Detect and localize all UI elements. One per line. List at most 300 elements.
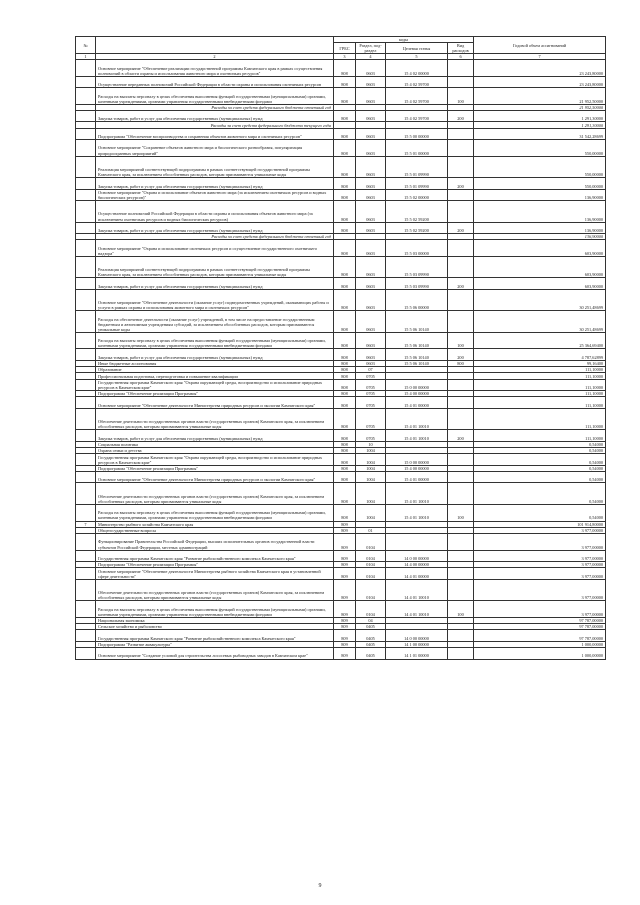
table-row [76, 568, 606, 579]
row-name: Закупка товаров, работ и услуг для обеспечения государственных (муниципальных) нужд [96, 111, 334, 122]
row-razdel: 0603 [356, 140, 386, 157]
row-grbs: 809 [334, 617, 356, 623]
row-number [76, 76, 96, 87]
table-row [76, 454, 606, 465]
row-vid [448, 156, 474, 178]
row-name: Закупка товаров, работ и услуг для обеспечения государственных (муниципальных) нужд [96, 222, 334, 233]
row-razdel: 0603 [356, 111, 386, 122]
row-sum: 3 977,00000 [474, 601, 606, 618]
row-celevaya: 15 5 06 10140 [386, 332, 448, 349]
row-name: Подпрограмма "Обеспечение реализации Программы" [96, 465, 334, 471]
row-name: Основное мероприятие "Обеспечение деятельности Министерства рыбного хозяйства Камчатского края в установленной сфере деятельности" [96, 568, 334, 579]
row-name: Обеспечение деятельности государственных органов власти (государственных органов) Камчатского края, за исключением обособленных расходов, которым присваиваются уникальные коды [96, 408, 334, 430]
row-vid [448, 189, 474, 200]
row-vid [448, 483, 474, 505]
row-vid: 200 [448, 178, 474, 189]
row-number [76, 178, 96, 189]
row-razdel: 0603 [356, 349, 386, 360]
row-name: Закупка товаров, работ и услуг для обеспечения государственных (муниципальных) нужд [96, 430, 334, 441]
row-vid: 200 [448, 349, 474, 360]
row-number [76, 201, 96, 223]
row-razdel: 0603 [356, 360, 386, 366]
row-vid [448, 256, 474, 278]
row-razdel: 1004 [356, 472, 386, 483]
row-number [76, 579, 96, 601]
row-name: Обеспечение деятельности государственных органов власти (государственных органов) Камчатского края, за исключением обособленных расходов, которым присваиваются уникальные коды [96, 579, 334, 601]
row-number [76, 140, 96, 157]
row-sum: 1 000,00000 [474, 641, 606, 647]
row-celevaya: 15 4 01 10010 [386, 505, 448, 522]
document-page [75, 36, 605, 660]
row-sum: 550,00000 [474, 140, 606, 157]
row-grbs: 809 [334, 550, 356, 561]
row-razdel: 0104 [356, 568, 386, 579]
row-grbs: 809 [334, 601, 356, 618]
row-celevaya: 15 5 01 09990 [386, 156, 448, 178]
table-row [76, 349, 606, 360]
row-razdel: 0603 [356, 189, 386, 200]
column-number: 2 [96, 54, 334, 60]
row-celevaya: 15 4 00 00000 [386, 465, 448, 471]
row-number [76, 550, 96, 561]
row-sum: 3 977,00000 [474, 550, 606, 561]
row-number [76, 156, 96, 178]
row-sum: 101 914,80000 [474, 521, 606, 527]
row-grbs: 809 [334, 624, 356, 630]
row-grbs: 808 [334, 379, 356, 390]
row-razdel: 0603 [356, 311, 386, 333]
row-vid: 200 [448, 222, 474, 233]
row-razdel: 1004 [356, 483, 386, 505]
row-sum: 30 251,48699 [474, 289, 606, 311]
row-name: Государственная программа Камчатского края "Охрана окружающей среды, воспроизводство и использование природных ресурсов в Камчатском крае" [96, 454, 334, 465]
row-vid [448, 311, 474, 333]
row-grbs: 808 [334, 448, 356, 454]
row-celevaya: 15 4 01 10010 [386, 430, 448, 441]
table-row [76, 472, 606, 483]
row-vid [448, 128, 474, 139]
row-number [76, 379, 96, 390]
row-grbs: 808 [334, 156, 356, 178]
row-number [76, 534, 96, 551]
table-row [76, 332, 606, 349]
row-grbs: 808 [334, 201, 356, 223]
row-grbs: 808 [334, 76, 356, 87]
row-name: Иные бюджетные ассигнования [96, 360, 334, 366]
header-no: № [76, 37, 96, 54]
row-celevaya: 14 1 01 00000 [386, 648, 448, 659]
row-number [76, 289, 96, 311]
row-sum: 0,54000 [474, 448, 606, 454]
row-sum: 136,90000 [474, 222, 606, 233]
table-row [76, 550, 606, 561]
row-sum: 603,90000 [474, 278, 606, 289]
table-row [76, 311, 606, 333]
row-name: Расходы за счет средств федерального бюджета отчетный год [96, 234, 334, 240]
row-sum: 111,10000 [474, 379, 606, 390]
row-razdel: 0603 [356, 278, 386, 289]
row-razdel: 0603 [356, 289, 386, 311]
row-sum: 603,90000 [474, 256, 606, 278]
table-row [76, 128, 606, 139]
row-grbs: 809 [334, 521, 356, 527]
row-razdel: 0405 [356, 630, 386, 641]
row-name: Образование [96, 367, 334, 373]
row-number [76, 311, 96, 333]
row-razdel: 0603 [356, 256, 386, 278]
row-vid [448, 201, 474, 223]
row-celevaya: 15 5 02 59200 [386, 201, 448, 223]
row-grbs: 808 [334, 311, 356, 333]
table-row [76, 505, 606, 522]
row-number [76, 88, 96, 105]
table-row [76, 278, 606, 289]
row-grbs: 808 [334, 128, 356, 139]
row-razdel: 07 [356, 367, 386, 373]
row-grbs: 808 [334, 88, 356, 105]
row-grbs: 808 [334, 60, 356, 77]
row-name: Расходы на обеспечение деятельности (оказание услуг) учреждений, в том числе на предоставление государственным бюджетным и автономным учреждениям субсидий, за исключением обособленных расходов, которым присваиваются уникальные коды [96, 311, 334, 333]
row-sum: 603,90000 [474, 240, 606, 257]
row-name: Расходы на выплаты персоналу в целях обеспечения выполнения функций государственными (муниципальными) органами, казенными учреждениями, органами управления государственными внебюджетными фондами [96, 332, 334, 349]
row-number [76, 630, 96, 641]
row-razdel: 1004 [356, 454, 386, 465]
row-razdel: 0705 [356, 379, 386, 390]
row-grbs: 808 [334, 278, 356, 289]
row-sum: 99,16400 [474, 360, 606, 366]
row-number: 7 [76, 521, 96, 527]
row-razdel: 10 [356, 441, 386, 447]
row-name: Закупка товаров, работ и услуг для обеспечения государственных (муниципальных) нужд [96, 349, 334, 360]
row-grbs: 808 [334, 397, 356, 408]
row-celevaya: 15 4 02 59700 [386, 88, 448, 105]
row-celevaya: 15 5 06 10140 [386, 311, 448, 333]
row-name: Реализация мероприятий соответствующей подпрограммы в рамках соответствующей государственной программы Камчатского края, за исключением обособленных расходов, которым присваиваются уникальные коды [96, 156, 334, 178]
row-vid: 100 [448, 332, 474, 349]
row-sum: 1 291,30000 [474, 111, 606, 122]
row-vid [448, 408, 474, 430]
row-vid [448, 630, 474, 641]
row-razdel: 0705 [356, 373, 386, 379]
row-razdel: 0405 [356, 641, 386, 647]
row-celevaya: 15 5 03 09990 [386, 278, 448, 289]
row-vid: 200 [448, 111, 474, 122]
row-razdel: 0603 [356, 88, 386, 105]
row-grbs: 808 [334, 367, 356, 373]
row-sum: 0,54000 [474, 465, 606, 471]
row-number [76, 240, 96, 257]
row-vid: 800 [448, 360, 474, 366]
row-name: Основное мероприятие "Обеспечение деятельности (оказание услуг) подведомственных учреждений, оказывающих работы и услуги в рамках охраны и использования животного мира и охотничьих ресурсов" [96, 289, 334, 311]
table-row [76, 111, 606, 122]
row-grbs: 808 [334, 349, 356, 360]
row-grbs: 808 [334, 373, 356, 379]
row-sum: 3 977,00000 [474, 579, 606, 601]
row-vid [448, 60, 474, 77]
table-row [76, 630, 606, 641]
row-vid [448, 568, 474, 579]
row-name: Расходы на выплаты персоналу в целях обеспечения выполнения функций государственными (муниципальными) органами, казенными учреждениями, органами управления государственными внебюджетными фондами [96, 505, 334, 522]
row-vid: 200 [448, 278, 474, 289]
row-vid [448, 648, 474, 659]
table-row [76, 256, 606, 278]
row-celevaya: 15 5 02 00000 [386, 189, 448, 200]
row-grbs: 808 [334, 483, 356, 505]
row-grbs: 808 [334, 408, 356, 430]
row-grbs: 808 [334, 430, 356, 441]
row-name: Закупка товаров, работ и услуг для обеспечения государственных (муниципальных) нужд [96, 278, 334, 289]
row-number [76, 505, 96, 522]
row-sum: 111,10000 [474, 373, 606, 379]
row-celevaya: 15 4 01 00000 [386, 472, 448, 483]
row-vid [448, 534, 474, 551]
row-razdel: 0104 [356, 601, 386, 618]
table-row [76, 601, 606, 618]
row-celevaya: 15 5 02 59200 [386, 222, 448, 233]
row-grbs: 808 [334, 240, 356, 257]
row-grbs: 808 [334, 454, 356, 465]
row-name: Государственная программа Камчатского края "Развитие рыбохозяйственного комплекса Камчатского края" [96, 550, 334, 561]
row-sum: 4 787,62899 [474, 349, 606, 360]
row-celevaya: 15 5 06 10140 [386, 360, 448, 366]
row-name: Министерство рыбного хозяйства Камчатского края [96, 521, 334, 527]
table-row [76, 140, 606, 157]
row-sum: 111,10000 [474, 391, 606, 397]
row-razdel: 0705 [356, 408, 386, 430]
row-vid [448, 550, 474, 561]
row-grbs: 809 [334, 527, 356, 533]
row-sum: 31 542,28699 [474, 128, 606, 139]
row-razdel: 0603 [356, 201, 386, 223]
row-celevaya: 15 5 06 00000 [386, 289, 448, 311]
row-grbs: 808 [334, 472, 356, 483]
row-celevaya: 15 0 00 00000 [386, 379, 448, 390]
table-row [76, 379, 606, 390]
row-number [76, 483, 96, 505]
table-row [76, 240, 606, 257]
header-name [96, 37, 334, 54]
row-sum: 136,90000 [474, 189, 606, 200]
row-vid [448, 397, 474, 408]
table-row [76, 189, 606, 200]
row-razdel: 0104 [356, 550, 386, 561]
row-grbs: 808 [334, 189, 356, 200]
row-name: Основное мероприятие "Создание условий для строительства лососевых рыбоводных заводов в Камчатском крае" [96, 648, 334, 659]
row-name: Расходы на выплаты персоналу в целях обеспечения выполнения функций государственными (муниципальными) органами, казенными учреждениями, органами управления государственными внебюджетными фондами [96, 88, 334, 105]
header-celevaya: Целевая статья [386, 43, 448, 54]
row-grbs: 808 [334, 360, 356, 366]
row-grbs: 808 [334, 391, 356, 397]
row-vid [448, 579, 474, 601]
row-grbs: 808 [334, 222, 356, 233]
row-sum: 21 952,50000 [474, 88, 606, 105]
row-celevaya: 15 4 01 10010 [386, 408, 448, 430]
row-name: Национальная экономика [96, 617, 334, 623]
row-celevaya: 15 4 01 10010 [386, 483, 448, 505]
row-name: Осуществление полномочий Российской Федерации в области охраны и использования объектов животного мира (за исключением охотничьих ресурсов и водных биологических ресурсов) [96, 201, 334, 223]
row-razdel: 1004 [356, 448, 386, 454]
row-number [76, 128, 96, 139]
row-sum: 25 364,69400 [474, 332, 606, 349]
row-grbs: 808 [334, 178, 356, 189]
row-celevaya: 15 5 03 09990 [386, 256, 448, 278]
row-celevaya: 15 5 01 00000 [386, 140, 448, 157]
row-grbs: 808 [334, 111, 356, 122]
row-sum: 550,00000 [474, 178, 606, 189]
row-sum: 111,10000 [474, 408, 606, 430]
row-sum: 111,10000 [474, 430, 606, 441]
row-name: Основное мероприятие "Обеспечение деятельности Министерства природных ресурсов и экологии Камчатского края" [96, 397, 334, 408]
row-number [76, 408, 96, 430]
row-grbs: 808 [334, 332, 356, 349]
header-codes: коды [334, 37, 474, 43]
row-celevaya: 15 5 03 00000 [386, 240, 448, 257]
row-celevaya: 15 4 02 00000 [386, 60, 448, 77]
row-celevaya: 15 4 02 59700 [386, 111, 448, 122]
header-grbs: ГРБС [334, 43, 356, 54]
row-grbs: 809 [334, 562, 356, 568]
row-vid: 100 [448, 88, 474, 105]
row-name: Основное мероприятие "Обеспечение деятельности Министерства природных ресурсов и экологии Камчатского края" [96, 472, 334, 483]
row-sum: 1 291,30000 [474, 122, 606, 128]
row-name: Государственная программа Камчатского края "Развитие рыбохозяйственного комплекса Камчатского края" [96, 630, 334, 641]
row-grbs: 809 [334, 641, 356, 647]
row-name: Профессиональная подготовка, переподготовка и повышение квалификации [96, 373, 334, 379]
row-grbs: 809 [334, 630, 356, 641]
row-razdel: 0705 [356, 430, 386, 441]
row-name: Подпрограмма "Развитие аквакультуры" [96, 641, 334, 647]
row-celevaya: 14 4 00 00000 [386, 562, 448, 568]
row-number [76, 472, 96, 483]
row-name: Сельское хозяйство и рыболовство [96, 624, 334, 630]
table-row [76, 289, 606, 311]
column-number: 6 [448, 54, 474, 60]
row-razdel: 0603 [356, 76, 386, 87]
row-number [76, 430, 96, 441]
row-sum: 111,10000 [474, 397, 606, 408]
row-number [76, 256, 96, 278]
row-number [76, 349, 96, 360]
row-name: Социальная политика [96, 441, 334, 447]
row-number [76, 222, 96, 233]
row-vid [448, 379, 474, 390]
row-grbs: 808 [334, 441, 356, 447]
row-razdel: 0603 [356, 332, 386, 349]
row-grbs: 809 [334, 568, 356, 579]
row-sum: 0,54000 [474, 454, 606, 465]
row-celevaya: 15 4 02 59700 [386, 76, 448, 87]
table-body [76, 60, 606, 659]
row-name: Основное мероприятие "Охрана и использование охотничьих ресурсов и осуществление государственного охотничьего надзора" [96, 240, 334, 257]
row-number [76, 189, 96, 200]
row-celevaya: 14 0 00 00000 [386, 630, 448, 641]
column-number: 7 [474, 54, 606, 60]
row-vid: 100 [448, 505, 474, 522]
row-razdel: 01 [356, 527, 386, 533]
row-sum: 23 243,80000 [474, 60, 606, 77]
row-vid [448, 240, 474, 257]
row-name: Общегосударственные вопросы [96, 527, 334, 533]
row-sum: 550,00000 [474, 156, 606, 178]
row-sum: 0,54000 [474, 441, 606, 447]
row-grbs: 809 [334, 534, 356, 551]
row-name: Подпрограмма "Обеспечение реализации Программы" [96, 562, 334, 568]
row-celevaya: 15 5 01 09990 [386, 178, 448, 189]
row-name: Осуществление переданных полномочий Российской Федерации в области охраны и использования охотничьих ресурсов [96, 76, 334, 87]
table-row [76, 397, 606, 408]
row-name: Функционирование Правительства Российской Федерации, высших исполнительных органов государственной власти субъектов Российской Федерации, местных администраций [96, 534, 334, 551]
row-name: Основное мероприятие "Обеспечение реализации государственной программы Камчатского края в рамках осуществления полномочий в области охраны и использования животного мира и охотничьих ресурсов" [96, 60, 334, 77]
table-row [76, 534, 606, 551]
row-grbs: 808 [334, 289, 356, 311]
row-name: Государственная программа Камчатского края "Охрана окружающей среды, воспроизводство и использование природных ресурсов в Камчатском крае" [96, 379, 334, 390]
table-row [76, 178, 606, 189]
row-name: Подпрограмма "Обеспечение реализации Программы" [96, 391, 334, 397]
row-sum: 3 977,00000 [474, 534, 606, 551]
row-celevaya: 14 1 00 00000 [386, 641, 448, 647]
row-razdel: 1004 [356, 465, 386, 471]
row-celevaya: 15 0 00 00000 [386, 454, 448, 465]
row-sum: 97 787,00000 [474, 630, 606, 641]
table-row [76, 579, 606, 601]
row-razdel: 0603 [356, 60, 386, 77]
row-sum: 3 977,00000 [474, 562, 606, 568]
row-sum: 0,54000 [474, 483, 606, 505]
row-number [76, 332, 96, 349]
row-number [76, 601, 96, 618]
row-sum: 0,54000 [474, 472, 606, 483]
row-razdel: 0603 [356, 128, 386, 139]
row-razdel: 0705 [356, 391, 386, 397]
row-number [76, 568, 96, 579]
column-number: 4 [356, 54, 386, 60]
row-celevaya: 15 4 01 00000 [386, 397, 448, 408]
column-number: 3 [334, 54, 356, 60]
row-sum: 30 251,48699 [474, 311, 606, 333]
row-name: Подпрограмма "Обеспечение воспроизводства и сохранения объектов животного мира и охотничьих ресурсов" [96, 128, 334, 139]
row-celevaya [386, 534, 448, 551]
row-vid [448, 472, 474, 483]
row-sum: 1 000,00000 [474, 648, 606, 659]
row-name: Расходы на выплаты персоналу в целях обеспечения выполнения функций государственными (муниципальными) органами, казенными учреждениями, органами управления государственными внебюджетными фондами [96, 601, 334, 618]
table-row [76, 430, 606, 441]
row-number [76, 648, 96, 659]
row-razdel: 0104 [356, 562, 386, 568]
row-grbs: 808 [334, 140, 356, 157]
table-row [76, 60, 606, 77]
page-number: 9 [318, 883, 322, 889]
row-sum: 97 787,00000 [474, 617, 606, 623]
table-row [76, 222, 606, 233]
header-volume: Годовой объем ассигнований [474, 37, 606, 54]
row-vid: 100 [448, 601, 474, 618]
row-razdel: 0603 [356, 222, 386, 233]
row-name: Реализация мероприятий соответствующей подпрограммы в рамках соответствующей государственной программы Камчатского края, за исключением обособленных расходов, которым присваиваются уникальные коды [96, 256, 334, 278]
row-number [76, 278, 96, 289]
row-grbs: 809 [334, 648, 356, 659]
row-razdel: 0705 [356, 397, 386, 408]
row-sum: 0,54000 [474, 505, 606, 522]
row-name: Основное мероприятие "Сохранение объектов животного мира и биологического разнообразия, популяризация природоохранных мероприятий" [96, 140, 334, 157]
row-name: Закупка товаров, работ и услуг для обеспечения государственных (муниципальных) нужд [96, 178, 334, 189]
table-row [76, 76, 606, 87]
row-vid [448, 454, 474, 465]
column-number: 1 [76, 54, 96, 60]
row-name: Расходы за счет средств федерального бюджета отчетный год [96, 104, 334, 110]
column-number: 5 [386, 54, 448, 60]
row-number [76, 111, 96, 122]
header-razdel: Раздел, под-раздел [356, 43, 386, 54]
